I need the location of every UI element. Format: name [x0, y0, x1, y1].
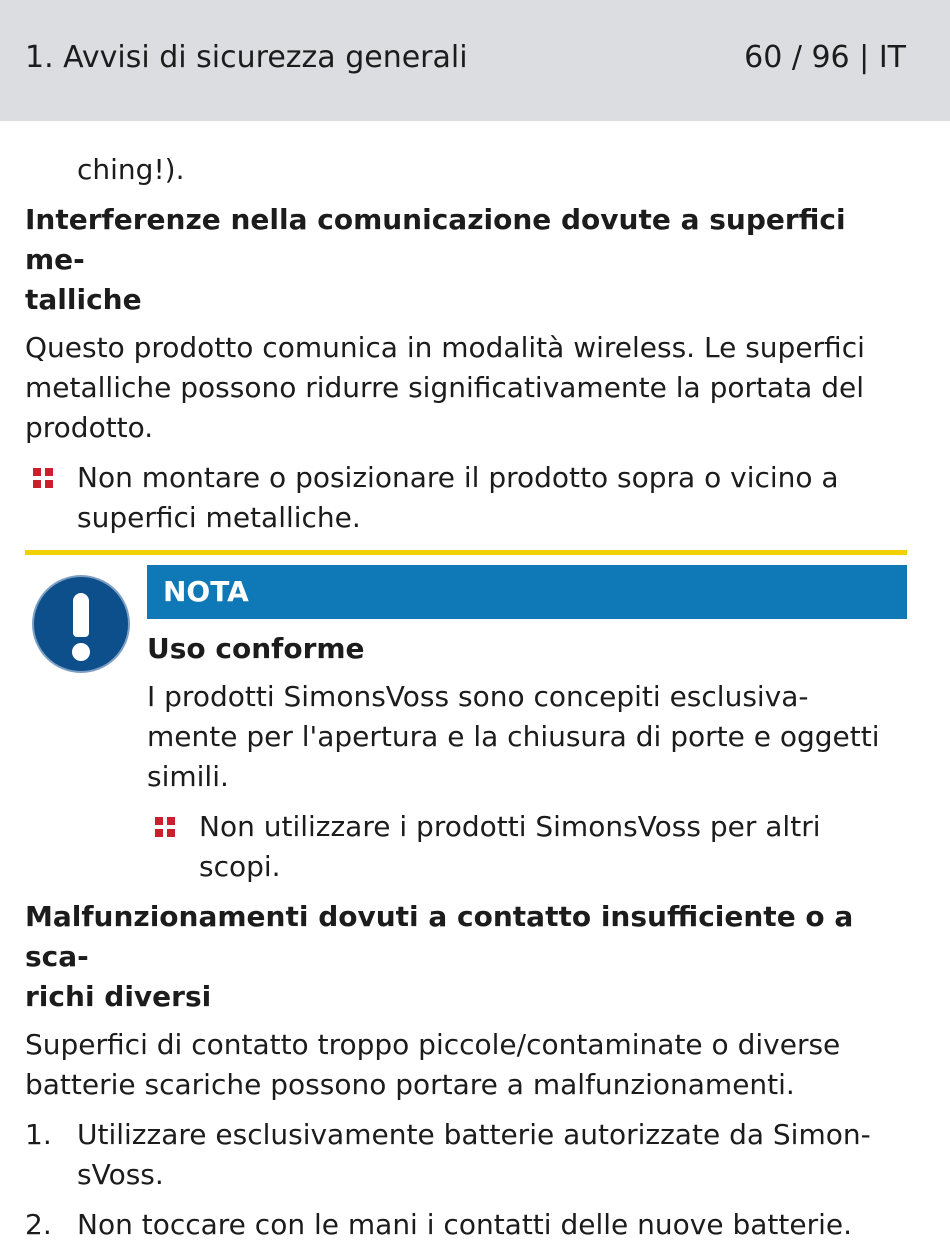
continuation-text: ching!). — [77, 153, 185, 186]
metal-text: Questo prodotto comunica in modalità wireless. Le superfici metalliche possono ridurre significativamente la portata del prodotto. — [25, 331, 865, 444]
bullet-icon — [33, 468, 53, 488]
section-title: 1. Avvisi di sicurezza generali — [25, 40, 468, 75]
step-2: 2. Non toccare con le mani i contatti delle nuove batterie. — [25, 1208, 853, 1241]
metal-heading: Interferenze nella comunicazione dovute a superfici me- talliche — [25, 203, 846, 316]
metal-bullet: Non montare o posizionare il prodotto sopra o vicino a superfici metalliche. — [25, 458, 907, 538]
contact-heading: Malfunzionamenti dovuti a contatto insufficiente o a sca- richi diversi — [25, 900, 854, 1013]
page-header — [0, 0, 950, 121]
page-content — [25, 150, 907, 1245]
note-title: NOTA — [147, 565, 907, 619]
page-number: 60 / 96 | IT — [744, 40, 906, 75]
bullet-icon — [155, 817, 175, 837]
note-bullet: Non utilizzare i prodotti SimonsVoss per altri scopi. — [147, 807, 907, 887]
note-text: I prodotti SimonsVoss sono concepiti esclusiva- mente per l'apertura e la chiusura di porte e oggetti simili. — [147, 680, 880, 793]
note-subtitle: Uso conforme — [147, 632, 365, 665]
step-1: 1. Utilizzare esclusivamente batterie autorizzate da Simon- sVoss. — [25, 1118, 871, 1191]
note-box — [25, 550, 907, 887]
exclamation-icon — [34, 577, 128, 671]
contact-text: Superfici di contatto troppo piccole/contaminate o diverse batterie scariche possono portare a malfunzionamenti. — [25, 1028, 841, 1101]
